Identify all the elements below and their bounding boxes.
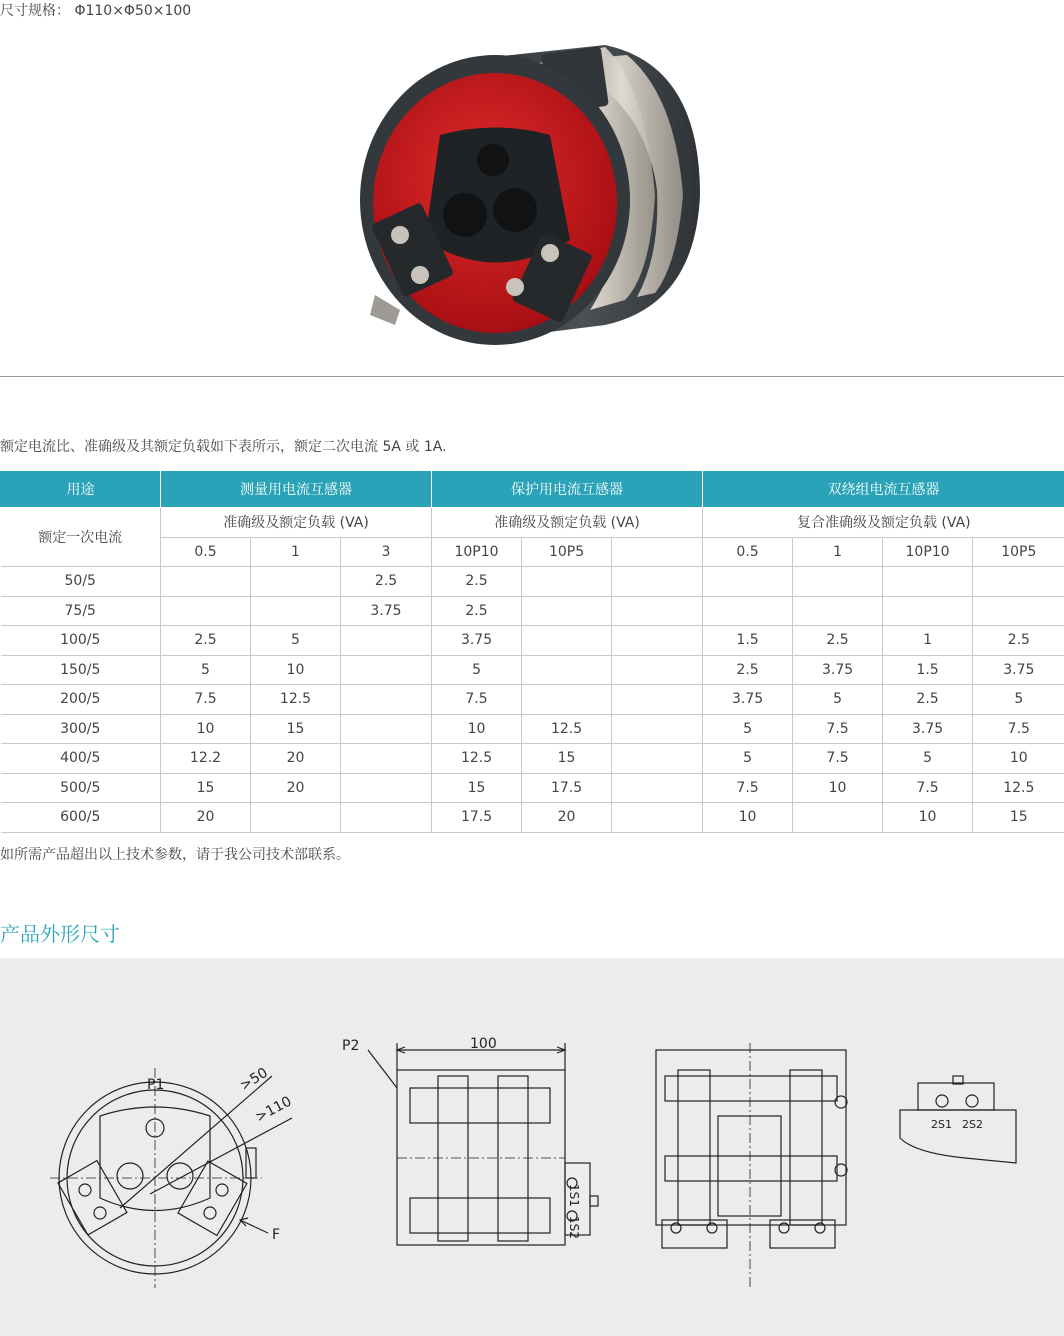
primary-current-cell: 50/5	[1, 567, 161, 597]
table-row	[1, 685, 1064, 715]
burden-cell	[341, 685, 432, 715]
sub-protect: 准确级及额定负载 (VA)	[432, 508, 703, 538]
burden-cell: 5	[793, 685, 883, 715]
label-d110: >110	[252, 1093, 295, 1126]
class-cell: 10P5	[522, 537, 612, 567]
label-1s1: 1S1	[567, 1184, 581, 1207]
burden-cell: 3.75	[432, 626, 522, 656]
burden-cell	[341, 773, 432, 803]
header-protect: 保护用电流互感器	[432, 471, 703, 508]
burden-cell: 17.5	[432, 803, 522, 833]
rating-table	[0, 470, 1064, 833]
burden-cell: 15	[432, 773, 522, 803]
burden-cell	[793, 803, 883, 833]
burden-cell: 20	[161, 803, 251, 833]
spec-line: 尺寸规格： Φ110×Φ50×100	[0, 3, 192, 19]
label-p1: P1	[147, 1077, 165, 1093]
burden-cell: 20	[251, 744, 341, 774]
burden-cell: 7.5	[161, 685, 251, 715]
burden-cell: 15	[251, 714, 341, 744]
burden-cell: 2.5	[883, 685, 973, 715]
top-view-drawing	[656, 1043, 847, 1288]
burden-cell: 3.75	[793, 655, 883, 685]
burden-cell: 2.5	[793, 626, 883, 656]
burden-cell	[703, 567, 793, 597]
burden-cell	[612, 596, 703, 626]
burden-cell	[522, 626, 612, 656]
intro-text: 额定电流比、准确级及其额定负载如下表所示，额定二次电流 5A 或 1A.	[0, 439, 447, 455]
burden-cell: 12.5	[432, 744, 522, 774]
label-d50: >50	[237, 1064, 271, 1095]
burden-cell: 5	[973, 685, 1064, 715]
burden-cell	[612, 773, 703, 803]
divider	[0, 376, 1064, 377]
label-1s2: 1S2	[567, 1216, 581, 1239]
table-row	[1, 626, 1064, 656]
table-row	[1, 744, 1064, 774]
table-row	[1, 773, 1064, 803]
burden-cell	[883, 596, 973, 626]
burden-cell	[522, 596, 612, 626]
burden-cell	[612, 803, 703, 833]
burden-cell	[341, 744, 432, 774]
primary-current-cell: 400/5	[1, 744, 161, 774]
burden-cell: 12.5	[973, 773, 1064, 803]
burden-cell: 10	[883, 803, 973, 833]
burden-cell	[612, 744, 703, 774]
sub-dual: 复合准确级及额定负载 (VA)	[703, 508, 1064, 538]
class-cell: 0.5	[161, 537, 251, 567]
burden-cell	[341, 655, 432, 685]
burden-cell: 5	[703, 744, 793, 774]
burden-cell: 7.5	[793, 744, 883, 774]
burden-cell: 15	[161, 773, 251, 803]
burden-cell: 10	[251, 655, 341, 685]
burden-cell: 3.75	[341, 596, 432, 626]
burden-cell: 3.75	[973, 655, 1064, 685]
burden-cell: 12.5	[522, 714, 612, 744]
burden-cell: 7.5	[883, 773, 973, 803]
burden-cell: 7.5	[973, 714, 1064, 744]
burden-cell	[522, 567, 612, 597]
burden-cell: 1.5	[883, 655, 973, 685]
burden-cell: 10	[973, 744, 1064, 774]
burden-cell	[161, 567, 251, 597]
burden-cell	[251, 803, 341, 833]
burden-cell: 10	[161, 714, 251, 744]
header-measure: 测量用电流互感器	[161, 471, 432, 508]
label-width: 100	[470, 1036, 497, 1052]
table-row	[1, 803, 1064, 833]
terminal-detail-drawing	[900, 1076, 1016, 1163]
burden-cell: 3.75	[883, 714, 973, 744]
burden-cell	[883, 567, 973, 597]
burden-cell: 10	[432, 714, 522, 744]
burden-cell	[973, 596, 1064, 626]
burden-cell	[251, 596, 341, 626]
primary-current-cell: 300/5	[1, 714, 161, 744]
primary-current-cell: 75/5	[1, 596, 161, 626]
primary-current-cell: 100/5	[1, 626, 161, 656]
row-label: 额定一次电流	[1, 508, 161, 567]
burden-cell	[161, 596, 251, 626]
dimension-drawings	[0, 958, 1064, 1336]
burden-cell: 1.5	[703, 626, 793, 656]
burden-cell: 17.5	[522, 773, 612, 803]
burden-cell: 20	[251, 773, 341, 803]
burden-cell: 2.5	[432, 596, 522, 626]
burden-cell: 2.5	[703, 655, 793, 685]
burden-cell	[341, 803, 432, 833]
primary-current-cell: 150/5	[1, 655, 161, 685]
burden-cell: 5	[161, 655, 251, 685]
burden-cell: 2.5	[341, 567, 432, 597]
burden-cell	[612, 655, 703, 685]
burden-cell: 5	[703, 714, 793, 744]
burden-cell	[793, 567, 883, 597]
burden-cell	[612, 567, 703, 597]
burden-cell: 15	[522, 744, 612, 774]
burden-cell	[341, 714, 432, 744]
table-header-row	[1, 471, 1064, 508]
label-f: F	[272, 1227, 281, 1243]
burden-cell	[612, 626, 703, 656]
burden-cell: 12.2	[161, 744, 251, 774]
header-dual: 双绕组电流互感器	[703, 471, 1064, 508]
table-row	[1, 596, 1064, 626]
burden-cell: 12.5	[251, 685, 341, 715]
burden-cell: 5	[251, 626, 341, 656]
class-cell: 1	[793, 537, 883, 567]
burden-cell: 2.5	[161, 626, 251, 656]
class-cell	[612, 537, 703, 567]
burden-cell	[703, 596, 793, 626]
side-view-drawing	[368, 1043, 598, 1245]
class-cell: 0.5	[703, 537, 793, 567]
burden-cell	[341, 626, 432, 656]
burden-cell	[612, 685, 703, 715]
front-view-drawing	[50, 1068, 295, 1288]
table-row	[1, 567, 1064, 597]
table-row	[1, 655, 1064, 685]
burden-cell	[522, 655, 612, 685]
product-photo	[355, 25, 705, 345]
burden-cell: 3.75	[703, 685, 793, 715]
burden-cell: 5	[432, 655, 522, 685]
section-title: 产品外形尺寸	[0, 922, 120, 946]
label-2s1: 2S1	[931, 1118, 952, 1131]
class-row	[1, 537, 1064, 567]
burden-cell	[612, 714, 703, 744]
class-cell: 10P10	[883, 537, 973, 567]
primary-current-cell: 600/5	[1, 803, 161, 833]
label-2s2: 2S2	[962, 1118, 983, 1131]
burden-cell: 7.5	[793, 714, 883, 744]
burden-cell: 5	[883, 744, 973, 774]
class-cell: 1	[251, 537, 341, 567]
burden-cell: 10	[703, 803, 793, 833]
table-row	[1, 714, 1064, 744]
header-usage: 用途	[1, 471, 161, 508]
burden-cell	[793, 596, 883, 626]
burden-cell: 2.5	[432, 567, 522, 597]
burden-cell: 1	[883, 626, 973, 656]
primary-current-cell: 500/5	[1, 773, 161, 803]
burden-cell: 15	[973, 803, 1064, 833]
sub-measure: 准确级及额定负载 (VA)	[161, 508, 432, 538]
burden-cell: 7.5	[703, 773, 793, 803]
class-cell: 3	[341, 537, 432, 567]
burden-cell	[973, 567, 1064, 597]
note-text: 如所需产品超出以上技术参数，请于我公司技术部联系。	[0, 847, 350, 863]
burden-cell: 2.5	[973, 626, 1064, 656]
subheader-row	[1, 508, 1064, 538]
label-p2: P2	[342, 1038, 360, 1054]
burden-cell: 7.5	[432, 685, 522, 715]
burden-cell: 20	[522, 803, 612, 833]
class-cell: 10P5	[973, 537, 1064, 567]
burden-cell: 10	[793, 773, 883, 803]
class-cell: 10P10	[432, 537, 522, 567]
burden-cell	[251, 567, 341, 597]
primary-current-cell: 200/5	[1, 685, 161, 715]
burden-cell	[522, 685, 612, 715]
